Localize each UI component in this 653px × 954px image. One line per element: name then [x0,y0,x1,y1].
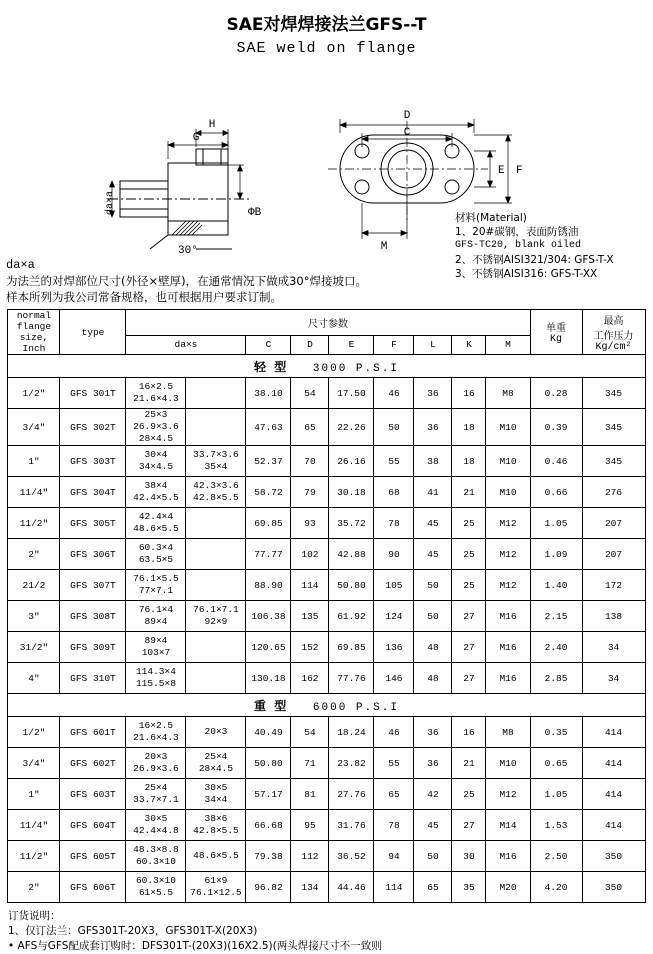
cell-pressure: 414 [582,717,645,748]
cell-pressure: 172 [582,570,645,601]
label-daxa: da×a [105,190,116,216]
cell-k: 27 [452,632,486,663]
cell-type: GFS 602T [60,748,126,779]
cell-k: 21 [452,477,486,508]
cell-l: 38 [414,446,452,477]
table-row [8,632,645,663]
cell-weight: 1.05 [530,508,582,539]
note-line-2: 样本所列为我公司常备规格，也可根据用户要求订制。 [6,290,282,304]
cell-f: 46 [374,378,414,409]
cell-size: 11/4″ [8,810,60,841]
cell-c: 130.18 [246,663,291,694]
cell-m: M10 [486,748,530,779]
cell-k: 25 [452,539,486,570]
cell-das-2 [186,632,246,663]
table-row [8,570,645,601]
cell-das-1: 48.3×8.8 60.3×10 [126,841,186,872]
table-row [8,663,645,694]
cell-pressure: 276 [582,477,645,508]
cell-e: 77.76 [329,663,374,694]
cell-m: M8 [486,717,530,748]
cell-das-2: 20×3 [186,717,246,748]
cell-c: 88.90 [246,570,291,601]
cell-k: 25 [452,570,486,601]
cell-f: 65 [374,779,414,810]
order-item-1: 1、仅订法兰：GFS301T-20X3，GFS301T-X(20X3) [8,925,258,937]
th-c: C [246,335,291,354]
cell-size: 1/2″ [8,378,60,409]
cell-f: 146 [374,663,414,694]
cell-size: 21/2 [8,570,60,601]
label-G: G [192,132,200,144]
table-row [8,409,645,446]
cell-weight: 2.15 [530,601,582,632]
cell-das-2: 42.3×3.6 42.8×5.5 [186,477,246,508]
cell-f: 68 [374,477,414,508]
material-heading: 材料(Material) [455,212,527,224]
cell-das-1: 30×4 34×4.5 [126,446,186,477]
cell-l: 36 [414,378,452,409]
cell-type: GFS 309T [60,632,126,663]
table-row [8,601,645,632]
cell-c: 69.85 [246,508,291,539]
cell-k: 27 [452,601,486,632]
table-row [8,539,645,570]
cell-f: 124 [374,601,414,632]
table-row [8,872,645,903]
section-label: 重 型 6000 P.S.I [8,694,645,717]
th-size: normal flange size, Inch [8,310,60,355]
cell-type: GFS 303T [60,446,126,477]
cell-c: 96.82 [246,872,291,903]
cell-das-2 [186,378,246,409]
cell-f: 136 [374,632,414,663]
cell-size: 31/2″ [8,632,60,663]
cell-d: 114 [291,570,329,601]
cell-pressure: 350 [582,872,645,903]
cell-k: 25 [452,779,486,810]
th-pressure: 最高 工作压力 Kg/cm² [582,310,645,355]
cell-d: 152 [291,632,329,663]
cell-das-2 [186,663,246,694]
cell-e: 42.88 [329,539,374,570]
cell-k: 18 [452,446,486,477]
cell-c: 57.17 [246,779,291,810]
cell-pressure: 350 [582,841,645,872]
cell-das-2 [186,570,246,601]
cell-das-2: 48.6×5.5 [186,841,246,872]
cell-weight: 1.40 [530,570,582,601]
cell-c: 52.37 [246,446,291,477]
cell-weight: 0.66 [530,477,582,508]
cell-m: M12 [486,539,530,570]
cell-type: GFS 301T [60,378,126,409]
cell-weight: 2.85 [530,663,582,694]
cell-das-1: 114.3×4 115.5×8 [126,663,186,694]
cell-pressure: 414 [582,748,645,779]
cell-e: 69.85 [329,632,374,663]
cell-c: 106.38 [246,601,291,632]
cell-das-1: 16×2.5 21.6×4.3 [126,717,186,748]
cell-e: 61.92 [329,601,374,632]
material-line-3: 2、不锈钢AISI321/304: GFS-T-X [455,254,614,266]
cell-e: 36.52 [329,841,374,872]
cell-d: 162 [291,663,329,694]
cell-type: GFS 601T [60,717,126,748]
cell-size: 1/2″ [8,717,60,748]
cell-pressure: 207 [582,508,645,539]
cell-l: 36 [414,409,452,446]
cell-type: GFS 604T [60,810,126,841]
cell-c: 79.38 [246,841,291,872]
cell-das-1: 42.4×4 48.6×5.5 [126,508,186,539]
table-row [8,477,645,508]
cell-pressure: 207 [582,539,645,570]
cell-d: 81 [291,779,329,810]
cell-e: 44.46 [329,872,374,903]
cell-pressure: 34 [582,632,645,663]
label-phiB: ΦB [248,207,262,219]
th-k: K [452,335,486,354]
cell-d: 54 [291,717,329,748]
cell-e: 27.76 [329,779,374,810]
cell-weight: 2.40 [530,632,582,663]
cell-size: 2″ [8,539,60,570]
th-weight: 单重 Kg [530,310,582,355]
table-row [8,378,645,409]
cell-m: M10 [486,477,530,508]
page-title-en: SAE weld on flange [236,40,417,57]
cell-m: M12 [486,570,530,601]
cell-pressure: 345 [582,378,645,409]
section-label: 轻 型 3000 P.S.I [8,355,645,378]
cell-size: 11/4″ [8,477,60,508]
page-title-cn: SAE对焊焊接法兰GFS--T [226,15,427,35]
cell-d: 112 [291,841,329,872]
cell-das-1: 60.3×10 61×5.5 [126,872,186,903]
cell-weight: 0.46 [530,446,582,477]
cell-f: 94 [374,841,414,872]
cell-type: GFS 606T [60,872,126,903]
cell-e: 26.16 [329,446,374,477]
cell-d: 79 [291,477,329,508]
cell-f: 55 [374,446,414,477]
cell-das-2: 76.1×7.1 92×9 [186,601,246,632]
cell-size: 3/4″ [8,748,60,779]
cell-das-2: 25×4 28×4.5 [186,748,246,779]
cell-size: 3/4″ [8,409,60,446]
document-page [0,10,653,952]
cell-k: 35 [452,872,486,903]
cell-l: 36 [414,748,452,779]
cell-l: 41 [414,477,452,508]
table-row [8,810,645,841]
table-row [8,841,645,872]
cell-l: 36 [414,717,452,748]
cell-das-1: 89×4 103×7 [126,632,186,663]
cell-f: 105 [374,570,414,601]
material-line-4: 3、不锈钢AISI316: GFS-T-XX [455,268,598,280]
cell-pressure: 34 [582,663,645,694]
note-line-1: 为法兰的对焊部位尺寸(外径×壁厚)，在通常情况下做成30°焊接坡口。 [6,274,367,288]
cell-c: 47.63 [246,409,291,446]
table-row [8,779,645,810]
cell-pressure: 345 [582,409,645,446]
cell-type: GFS 310T [60,663,126,694]
cell-type: GFS 304T [60,477,126,508]
material-line-2: GFS-TC20, blank oiled [455,240,582,251]
label-M: M [380,241,388,253]
order-item-2: • AFS与GFS配成套订购时：DFS301T-(20X3)(16X2.5)(两头焊接尺寸不一致则 [8,940,382,952]
cell-e: 31.76 [329,810,374,841]
cell-das-1: 76.1×5.5 77×7.1 [126,570,186,601]
section-header-row [8,694,645,717]
cell-c: 38.10 [246,378,291,409]
cell-pressure: 138 [582,601,645,632]
section-header-row [8,355,645,378]
note-symbol: da×a [6,258,35,272]
cell-l: 48 [414,663,452,694]
cell-size: 11/2″ [8,841,60,872]
cell-das-1: 25×4 33.7×7.1 [126,779,186,810]
cell-f: 90 [374,539,414,570]
cell-das-2 [186,508,246,539]
cell-pressure: 414 [582,810,645,841]
cell-type: GFS 308T [60,601,126,632]
th-m: M [486,335,530,354]
cell-e: 22.26 [329,409,374,446]
cell-das-1: 38×4 42.4×5.5 [126,477,186,508]
cell-size: 4″ [8,663,60,694]
cell-type: GFS 605T [60,841,126,872]
table-row [8,508,645,539]
cell-k: 16 [452,717,486,748]
cell-m: M10 [486,446,530,477]
technical-drawing [0,63,653,280]
cell-c: 66.68 [246,810,291,841]
material-notes [455,211,614,281]
cell-type: GFS 603T [60,779,126,810]
cell-c: 120.65 [246,632,291,663]
cell-weight: 1.05 [530,779,582,810]
cell-m: M12 [486,508,530,539]
cell-d: 95 [291,810,329,841]
cell-size: 3″ [8,601,60,632]
cell-c: 77.77 [246,539,291,570]
cell-k: 25 [452,508,486,539]
cell-d: 102 [291,539,329,570]
cell-weight: 0.35 [530,717,582,748]
cell-f: 78 [374,508,414,539]
cell-k: 18 [452,409,486,446]
cell-d: 70 [291,446,329,477]
cell-c: 58.72 [246,477,291,508]
th-das: da×s [126,335,246,354]
cell-size: 1″ [8,779,60,810]
cell-size: 11/2″ [8,508,60,539]
cell-type: GFS 307T [60,570,126,601]
th-type: type [60,310,126,355]
cell-e: 50.80 [329,570,374,601]
order-heading: 订货说明： [8,910,61,922]
cell-m: M16 [486,632,530,663]
cell-e: 17.50 [329,378,374,409]
cell-k: 27 [452,663,486,694]
cell-das-2: 30×5 34×4 [186,779,246,810]
cell-das-1: 25×3 26.9×3.6 28×4.5 [126,409,186,446]
cell-m: M12 [486,779,530,810]
cell-e: 18.24 [329,717,374,748]
th-params: 尺寸参数 [126,310,530,336]
table-row [8,446,645,477]
cell-d: 71 [291,748,329,779]
cell-size: 1″ [8,446,60,477]
cell-k: 30 [452,841,486,872]
cell-das-2: 61×9 76.1×12.5 [186,872,246,903]
cell-e: 35.72 [329,508,374,539]
cell-m: M20 [486,872,530,903]
cell-l: 45 [414,810,452,841]
cell-m: M14 [486,810,530,841]
cell-f: 78 [374,810,414,841]
th-f: F [374,335,414,354]
cell-l: 50 [414,601,452,632]
cell-size: 2″ [8,872,60,903]
th-e: E [329,335,374,354]
cell-d: 135 [291,601,329,632]
specification-table [7,309,645,903]
cell-l: 42 [414,779,452,810]
cell-das-1: 20×3 26.9×3.6 [126,748,186,779]
cell-l: 65 [414,872,452,903]
cell-das-1: 76.1×4 89×4 [126,601,186,632]
cell-f: 50 [374,409,414,446]
cell-das-2: 33.7×3.6 35×4 [186,446,246,477]
label-H: H [208,119,216,131]
order-notes [8,909,653,954]
label-F: F [516,165,523,177]
cell-l: 50 [414,841,452,872]
cell-l: 48 [414,632,452,663]
cell-weight: 0.28 [530,378,582,409]
cell-f: 114 [374,872,414,903]
material-line-1: 1、20#碳钢，表面防锈油 [455,226,579,238]
cell-f: 46 [374,717,414,748]
cell-das-2: 38×6 42.8×5.5 [186,810,246,841]
cell-l: 45 [414,508,452,539]
table-row [8,717,645,748]
cell-type: GFS 306T [60,539,126,570]
cell-weight: 4.20 [530,872,582,903]
table-row [8,748,645,779]
cell-das-2 [186,539,246,570]
cell-m: M16 [486,663,530,694]
cell-l: 50 [414,570,452,601]
cell-k: 21 [452,748,486,779]
th-l: L [414,335,452,354]
cell-weight: 0.39 [530,409,582,446]
cell-e: 23.82 [329,748,374,779]
cell-m: M16 [486,841,530,872]
cell-d: 65 [291,409,329,446]
cell-l: 45 [414,539,452,570]
cell-weight: 0.65 [530,748,582,779]
cell-pressure: 414 [582,779,645,810]
cell-c: 50.80 [246,748,291,779]
cell-c: 40.49 [246,717,291,748]
cell-d: 93 [291,508,329,539]
cell-pressure: 345 [582,446,645,477]
cell-k: 27 [452,810,486,841]
cell-m: M8 [486,378,530,409]
cell-weight: 1.09 [530,539,582,570]
cell-m: M16 [486,601,530,632]
table-header-row-1 [8,310,645,336]
cell-m: M10 [486,409,530,446]
cell-d: 134 [291,872,329,903]
label-30deg: 30° [178,245,198,253]
cell-das-1: 30×5 42.4×4.8 [126,810,186,841]
cell-das-1: 60.3×4 63.5×5 [126,539,186,570]
cell-weight: 1.53 [530,810,582,841]
cell-k: 16 [452,378,486,409]
th-d: D [291,335,329,354]
label-D: D [403,110,411,122]
cell-das-2 [186,409,246,446]
cell-e: 30.18 [329,477,374,508]
cell-f: 55 [374,748,414,779]
label-C: C [403,127,411,139]
cell-das-1: 16×2.5 21.6×4.3 [126,378,186,409]
cell-d: 54 [291,378,329,409]
label-E: E [498,165,505,177]
cell-type: GFS 302T [60,409,126,446]
cell-weight: 2.50 [530,841,582,872]
cell-type: GFS 305T [60,508,126,539]
